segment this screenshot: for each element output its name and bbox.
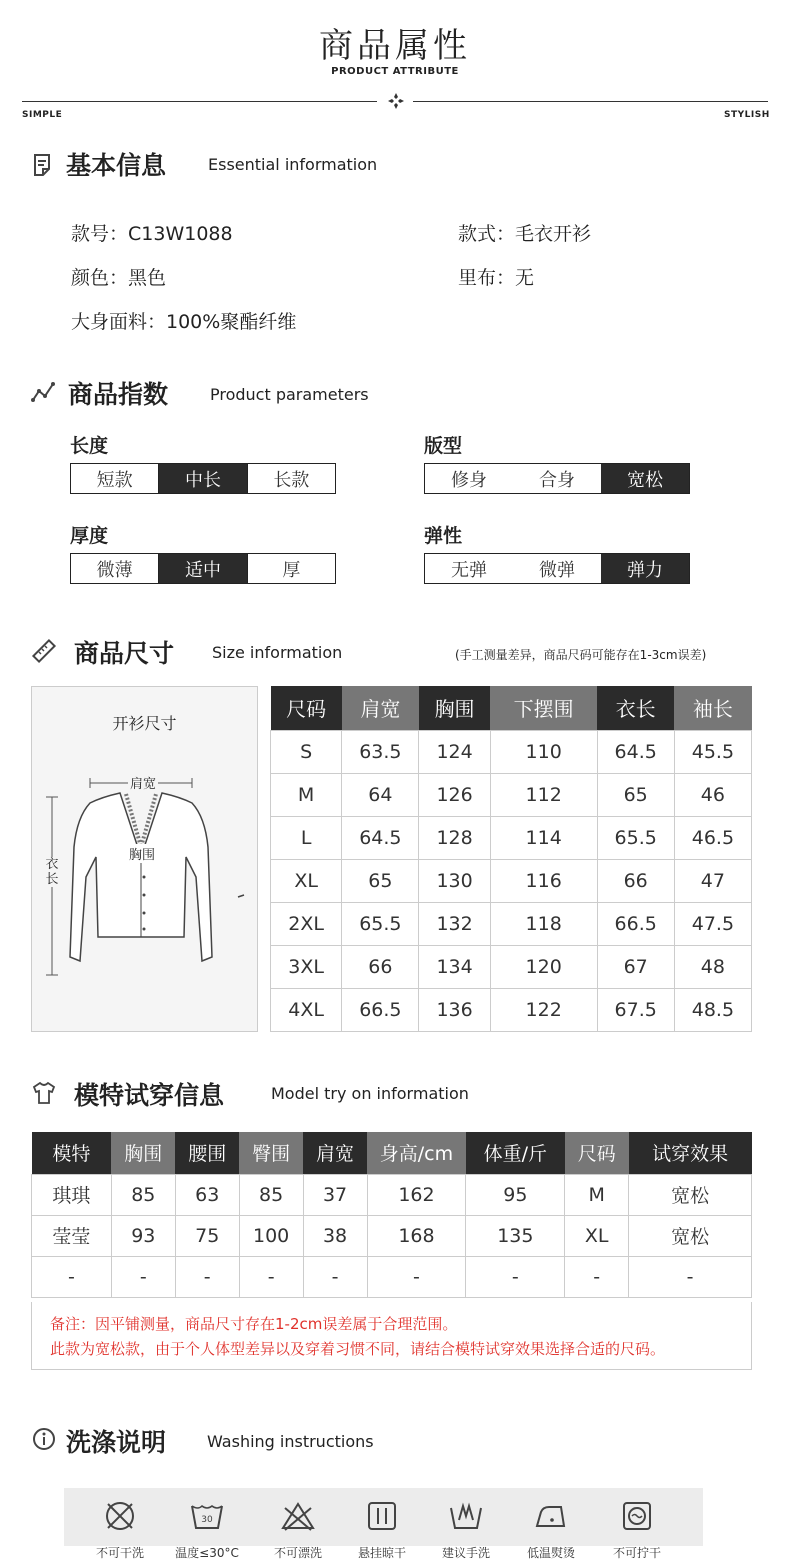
model-table-row (32, 1256, 752, 1297)
model-table-cell: - (32, 1256, 112, 1297)
length-label: 长度 (70, 435, 109, 457)
size-table-cell: 112 (490, 773, 597, 816)
model-table-cell: - (239, 1256, 303, 1297)
size-col-header: 衣长 (597, 686, 674, 730)
section-title-size: 商品尺寸 (74, 639, 175, 668)
model-table-row (32, 1215, 752, 1256)
size-table-cell: 116 (490, 859, 597, 902)
length-option-short: 短款 (96, 469, 133, 491)
style-type: 款式：毛衣开衫 (458, 223, 592, 245)
size-table-row (271, 945, 752, 988)
model-table-cell: 宽松 (629, 1174, 752, 1215)
wash-item (337, 1498, 427, 1561)
hang-dry-icon (364, 1498, 400, 1534)
size-col-header: 尺码 (271, 686, 342, 730)
thickness-label: 厚度 (70, 525, 109, 547)
size-table-cell: 4XL (271, 988, 342, 1031)
model-table-cell: M (565, 1174, 629, 1215)
size-table-cell: 47 (674, 859, 751, 902)
no-bleach-icon (280, 1498, 316, 1534)
length-option-mid: 中长 (158, 464, 246, 493)
size-diagram (31, 686, 258, 1032)
model-table-cell: 95 (466, 1174, 565, 1215)
low-iron-icon (533, 1498, 569, 1534)
size-table-cell: 110 (490, 730, 597, 773)
size-table (270, 686, 752, 1032)
model-table-cell: 93 (111, 1215, 175, 1256)
size-table-cell: 126 (419, 773, 490, 816)
elasticity-label: 弹性 (424, 525, 463, 547)
page-title: 商品属性 (319, 26, 471, 66)
size-table-cell: 136 (419, 988, 490, 1031)
wash-30-icon (189, 1498, 225, 1534)
model-col-header: 身高/cm (367, 1132, 466, 1174)
size-table-row (271, 988, 752, 1031)
size-table-cell: 64.5 (342, 816, 419, 859)
size-table-cell: 63.5 (342, 730, 419, 773)
size-table-cell: L (271, 816, 342, 859)
wash-label: 建议手洗 (441, 1546, 490, 1560)
size-table-cell: 67 (597, 945, 674, 988)
model-table-cell: 63 (175, 1174, 239, 1215)
chest-label: 胸围 (128, 844, 156, 863)
model-table-cell: - (303, 1256, 367, 1297)
fit-option-regular: 合身 (539, 469, 575, 491)
wash-label: 低温熨烫 (526, 1546, 575, 1560)
model-col-header: 试穿效果 (629, 1132, 752, 1174)
size-table-cell: 65.5 (342, 902, 419, 945)
model-table-cell: 85 (239, 1174, 303, 1215)
model-table-cell: 75 (175, 1215, 239, 1256)
size-col-header: 下摆围 (490, 686, 597, 730)
remark-line-1: 备注：因平铺测量，商品尺寸存在1-2cm误差属于合理范围。 (50, 1315, 458, 1333)
model-col-header: 胸围 (111, 1132, 175, 1174)
size-table-cell: 45.5 (674, 730, 751, 773)
wash-item (421, 1498, 511, 1561)
model-table-cell: - (565, 1256, 629, 1297)
wash-item (592, 1498, 682, 1561)
section-title-params: 商品指数 (68, 380, 169, 409)
size-table-cell: 130 (419, 859, 490, 902)
size-table-cell: 46.5 (674, 816, 751, 859)
section-subtitle-basic: Essential information (208, 155, 378, 174)
section-subtitle-model: Model try on information (271, 1084, 469, 1103)
document-icon (30, 152, 56, 178)
remark-line-2: 此款为宽松款，由于个人体型差异以及穿着习惯不同，请结合模特试穿效果选择合适的尺码。 (50, 1340, 666, 1358)
model-col-header: 腰围 (175, 1132, 239, 1174)
divider-right (413, 101, 768, 102)
model-table-cell: 162 (367, 1174, 466, 1215)
tshirt-icon (31, 1080, 57, 1106)
size-table-cell: 65.5 (597, 816, 674, 859)
wash-label: 悬挂晾干 (357, 1546, 406, 1560)
fit-option-loose: 宽松 (601, 464, 689, 493)
model-table-cell: - (111, 1256, 175, 1297)
wash-item (162, 1498, 252, 1561)
info-icon (31, 1426, 57, 1452)
no-dry-clean-icon (102, 1498, 138, 1534)
wash-item (506, 1498, 596, 1561)
model-table-cell: 100 (239, 1215, 303, 1256)
model-table-cell: 37 (303, 1174, 367, 1215)
wash-item (253, 1498, 343, 1561)
diagram-title: 开衫尺寸 (112, 714, 177, 733)
model-col-header: 体重/斤 (466, 1132, 565, 1174)
section-subtitle-wash: Washing instructions (207, 1432, 374, 1451)
size-table-cell: 48 (674, 945, 751, 988)
size-table-cell: 65 (597, 773, 674, 816)
model-table-cell: XL (565, 1215, 629, 1256)
trend-line-icon (30, 379, 56, 405)
size-table-cell: 66 (597, 859, 674, 902)
simple-tag: SIMPLE (22, 110, 63, 120)
thickness-option-medium: 适中 (158, 554, 246, 583)
length-measure-label: 衣长 (45, 857, 59, 887)
section-subtitle-size: Size information (212, 643, 343, 662)
size-table-row (271, 859, 752, 902)
model-col-header: 肩宽 (303, 1132, 367, 1174)
model-col-header: 模特 (32, 1132, 112, 1174)
style-number: 款号：C13W1088 (71, 223, 233, 245)
elasticity-options (424, 553, 690, 584)
thickness-options (70, 553, 336, 584)
size-table-row (271, 902, 752, 945)
size-table-cell: 118 (490, 902, 597, 945)
size-table-cell: 46 (674, 773, 751, 816)
model-table-cell: 85 (111, 1174, 175, 1215)
divider-left (22, 101, 377, 102)
shoulder-label: 肩宽 (128, 773, 158, 792)
size-table-cell: XL (271, 859, 342, 902)
size-table-cell: 120 (490, 945, 597, 988)
size-remark (31, 1302, 752, 1370)
size-table-cell: 134 (419, 945, 490, 988)
fit-option-slim: 修身 (451, 469, 487, 491)
size-table-cell: 48.5 (674, 988, 751, 1031)
size-table-header (271, 686, 752, 730)
model-col-header: 臀围 (239, 1132, 303, 1174)
size-table-cell: 114 (490, 816, 597, 859)
thickness-option-thin: 微薄 (96, 559, 133, 581)
size-table-cell: 65 (342, 859, 419, 902)
size-table-cell: 132 (419, 902, 490, 945)
model-table-cell: 168 (367, 1215, 466, 1256)
measurement-note: (手工测量差异，商品尺码可能存在1-3cm误差) (455, 648, 707, 662)
size-table-cell: 124 (419, 730, 490, 773)
size-table-cell: M (271, 773, 342, 816)
size-table-cell: 67.5 (597, 988, 674, 1031)
size-table-cell: 66.5 (342, 988, 419, 1031)
section-title-model: 模特试穿信息 (74, 1081, 225, 1110)
fit-label: 版型 (424, 435, 463, 457)
size-table-cell: 64.5 (597, 730, 674, 773)
hand-wash-icon (448, 1498, 484, 1534)
elasticity-option-stretch: 弹力 (601, 554, 689, 583)
size-table-cell: 128 (419, 816, 490, 859)
wash-label: 温度≤30°C (175, 1546, 239, 1560)
model-table-cell: - (175, 1256, 239, 1297)
size-table-cell: 66 (342, 945, 419, 988)
model-table-cell: 宽松 (629, 1215, 752, 1256)
wash-label: 不可漂洗 (273, 1546, 322, 1560)
ruler-icon (31, 638, 57, 664)
size-col-header: 胸围 (419, 686, 490, 730)
model-table-cell: - (466, 1256, 565, 1297)
model-table-cell: - (629, 1256, 752, 1297)
thickness-option-thick: 厚 (247, 554, 335, 583)
model-table (31, 1132, 752, 1298)
model-col-header: 尺码 (565, 1132, 629, 1174)
size-table-cell: 3XL (271, 945, 342, 988)
model-table-cell: 莹莹 (32, 1215, 112, 1256)
size-col-header: 肩宽 (342, 686, 419, 730)
section-title-wash: 洗涤说明 (66, 1428, 167, 1457)
model-table-cell: - (367, 1256, 466, 1297)
lining-info: 里布：无 (458, 267, 535, 289)
model-table-cell: 135 (466, 1215, 565, 1256)
svg-text:30: 30 (201, 1515, 213, 1525)
size-table-cell: 2XL (271, 902, 342, 945)
wash-label: 不可拧干 (612, 1546, 661, 1560)
elasticity-option-none: 无弹 (451, 559, 487, 581)
section-subtitle-params: Product parameters (210, 385, 369, 404)
no-wring-icon (619, 1498, 655, 1534)
wash-label: 不可干洗 (95, 1546, 144, 1560)
model-table-cell: 琪琪 (32, 1174, 112, 1215)
section-title-basic: 基本信息 (66, 151, 167, 180)
elasticity-option-slight: 微弹 (539, 559, 575, 581)
page-subtitle: PRODUCT ATTRIBUTE (331, 66, 459, 77)
wash-item (75, 1498, 165, 1561)
size-table-cell: 47.5 (674, 902, 751, 945)
size-table-cell: S (271, 730, 342, 773)
fabric-info: 大身面料：100%聚酯纤维 (71, 311, 297, 333)
model-table-cell: 38 (303, 1215, 367, 1256)
model-table-row (32, 1174, 752, 1215)
length-options (70, 463, 336, 494)
color-info: 颜色：黑色 (71, 267, 167, 289)
size-table-row (271, 773, 752, 816)
stylish-tag: STYLISH (724, 110, 770, 120)
size-table-cell: 66.5 (597, 902, 674, 945)
fit-options (424, 463, 690, 494)
size-col-header: 袖长 (674, 686, 751, 730)
size-table-row (271, 730, 752, 773)
model-table-header (32, 1132, 752, 1174)
diamond-ornament-icon (387, 92, 405, 110)
length-option-long: 长款 (247, 464, 335, 493)
size-table-cell: 64 (342, 773, 419, 816)
size-table-cell: 122 (490, 988, 597, 1031)
size-table-row (271, 816, 752, 859)
